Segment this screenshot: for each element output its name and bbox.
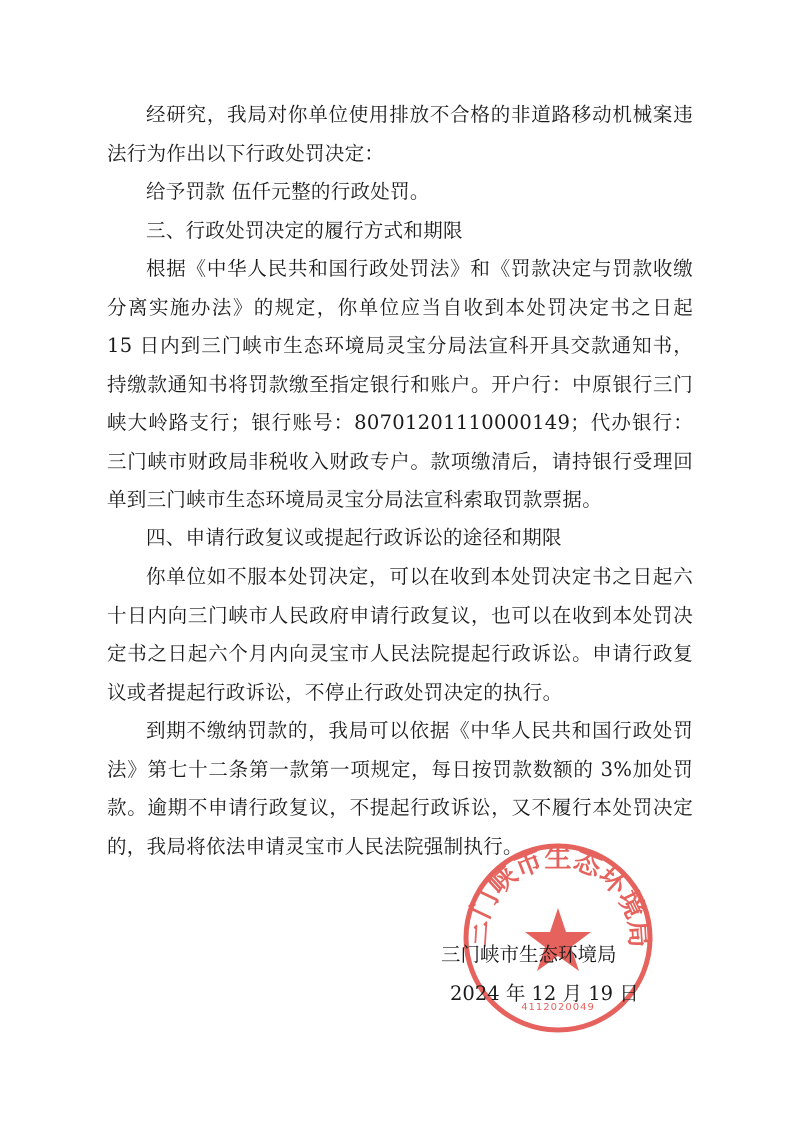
official-seal-icon	[458, 838, 658, 1038]
paragraph-payment-method: 根据《中华人民共和国行政处罚法》和《罚款决定与罚款收缴分离实施办法》的规定，你单位应当自收到本处罚决定书之日起 15 日内到三门峡市生态环境局灵宝分局法宣科开具交款通知书，持缴款通知书将罚款缴至指定银行和账户。开户行：中原银行三门峡大岭路支行；银行账号：80701201110000149；代办银行：三门峡市财政局非税收入财政专户。款项缴清后，请持银行受理回单到三门峡市生态环境局灵宝分局法宣科索取罚款票据。	[107, 257, 693, 511]
signature-organization: 三门峡市生态环境局	[441, 943, 617, 966]
paragraph-penalty-amount: 给予罚款 伍仟元整的行政处罚。	[146, 180, 430, 203]
signature-date: 2024 年 12 月 19 日	[450, 982, 639, 1005]
heading-section-three: 三、行政处罚决定的履行方式和期限	[146, 219, 463, 242]
seal-code: 4112020049	[521, 1002, 595, 1013]
paragraph-decision-intro: 经研究，我局对你单位使用排放不合格的非道路移动机械案违法行为作出以下行政处罚决定：	[107, 103, 693, 165]
paragraph-appeal-rights: 你单位如不服本处罚决定，可以在收到本处罚决定书之日起六十日内向三门峡市人民政府申请行政复议，也可以在收到本处罚决定书之日起六个月内向灵宝市人民法院提起行政诉讼。申请行政复议或者提起行政诉讼，不停止行政处罚决定的执行。	[107, 565, 693, 704]
seal-text: 三门峡市生态环境局	[461, 843, 655, 949]
paragraph-late-penalty: 到期不缴纳罚款的，我局可以依据《中华人民共和国行政处罚法》第七十二条第一款第一项规定，每日按罚款数额的 3%加处罚款。逾期不申请行政复议，不提起行政诉讼，又不履行本处罚决定的，我局将依法申请灵宝市人民法院强制执行。	[107, 719, 693, 858]
heading-section-four: 四、申请行政复议或提起行政诉讼的途径和期限	[146, 526, 562, 549]
